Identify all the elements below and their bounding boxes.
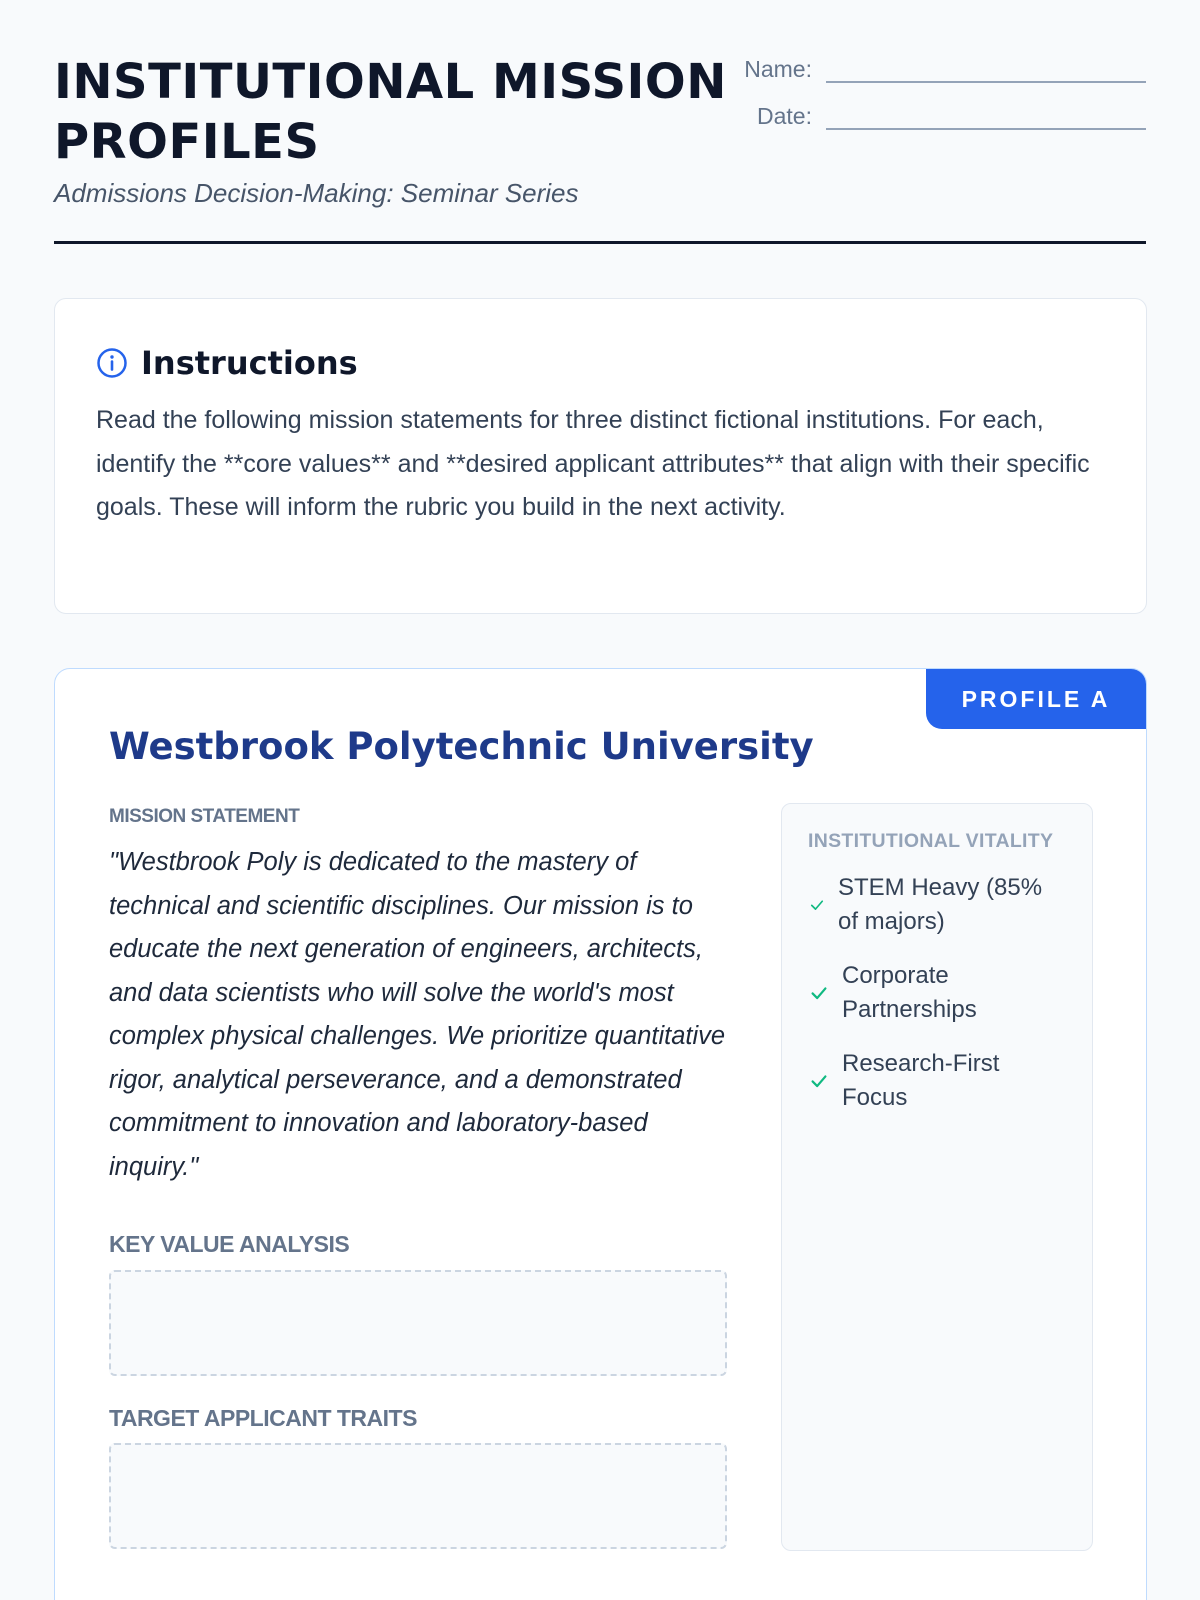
vitality-list <box>808 871 1066 1115</box>
target-applicant-traits-label: TARGET APPLICANT TRAITS <box>109 1405 417 1431</box>
check-icon <box>808 896 826 914</box>
instructions-heading <box>96 343 1106 383</box>
vitality-item-label: STEM Heavy (85% of majors) <box>838 874 1043 935</box>
mission-statement-label: MISSION STATEMENT <box>109 806 300 827</box>
vitality-item <box>808 1047 1066 1115</box>
key-value-analysis-box[interactable] <box>109 1270 727 1376</box>
institutional-vitality-panel <box>781 803 1093 1551</box>
instructions-title: Instructions <box>141 344 358 382</box>
page-title: INSTITUTIONAL MISSION PROFILES <box>54 54 727 170</box>
info-icon <box>96 347 128 379</box>
worksheet-header <box>54 0 1146 244</box>
name-line[interactable] <box>826 57 1146 83</box>
key-value-analysis-label: KEY VALUE ANALYSIS <box>109 1231 350 1257</box>
vitality-item <box>808 959 1066 1027</box>
instructions-panel <box>54 298 1147 614</box>
target-applicant-traits-box[interactable] <box>109 1443 727 1549</box>
name-field <box>738 56 1146 83</box>
vitality-title: INSTITUTIONAL VITALITY <box>808 830 1054 852</box>
date-line[interactable] <box>826 104 1146 130</box>
mission-statement: "Westbrook Poly is dedicated to the mastery of technical and scientific disciplines. Our mission is to educate the next generation of engineers, architects, and data scientists who will solve the world's most complex physical challenges. We prioritize quantitative rigor, analytical perseverance, and a demonstrated commitment to innovation and laboratory-based inquiry." <box>109 848 726 1181</box>
vitality-item-label: Research-First Focus <box>842 1050 1000 1111</box>
institution-name: Westbrook Polytechnic University <box>109 725 814 768</box>
date-label: Date: <box>757 103 812 129</box>
profile-card <box>54 668 1147 1600</box>
vitality-item-label: Corporate Partnerships <box>842 962 977 1023</box>
check-icon <box>808 982 830 1004</box>
profile-badge: PROFILE A <box>926 669 1146 729</box>
instructions-body: Read the following mission statements for three distinct fictional institutions. For each, identify the **core values** and **desired applicant attributes** that align with their specific goals. These will inform the rubric you build in the next activity. <box>96 406 1090 521</box>
date-field <box>738 103 1146 130</box>
name-label: Name: <box>744 56 812 82</box>
page-subtitle: Admissions Decision-Making: Seminar Series <box>54 178 579 208</box>
check-icon <box>808 1070 830 1092</box>
vitality-item <box>808 871 1066 939</box>
